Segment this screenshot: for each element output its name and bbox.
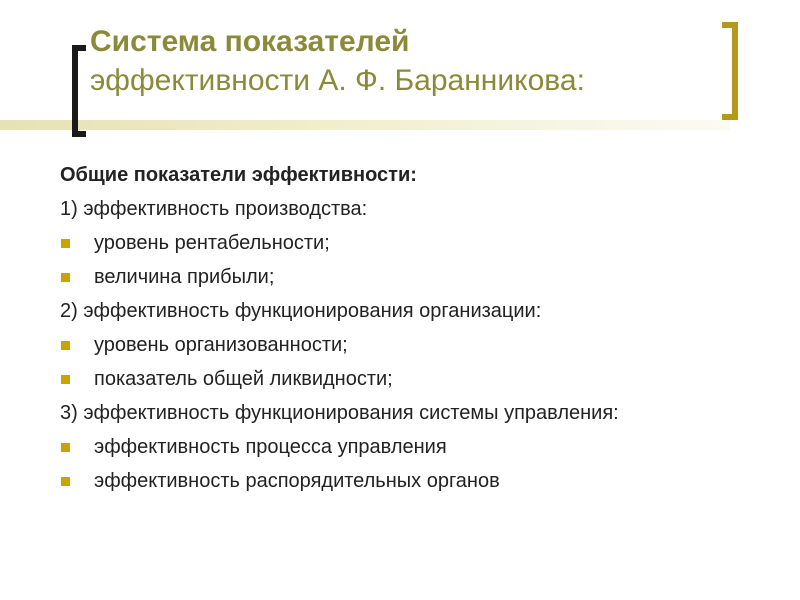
list-item-numbered: 1) эффективность производства: xyxy=(60,198,368,220)
list-item-text: величина прибыли; xyxy=(94,266,275,288)
list-item-bullet xyxy=(60,260,750,294)
square-bullet-icon xyxy=(61,273,70,282)
square-bullet-icon xyxy=(61,477,70,486)
square-bullet-icon xyxy=(61,375,70,384)
right-bracket-decoration xyxy=(722,22,738,120)
list-item-bullet xyxy=(60,464,750,498)
list-item-text: уровень организованности; xyxy=(94,334,348,356)
list-item-numbered: 3) эффективность функционирования системы управления: xyxy=(60,402,619,424)
list-item-text: уровень рентабельности; xyxy=(94,232,330,254)
list-item-text: эффективность процесса управления xyxy=(94,436,447,458)
list-item-bullet xyxy=(60,226,750,260)
square-bullet-icon xyxy=(61,443,70,452)
list-item-text: показатель общей ликвидности; xyxy=(94,368,393,390)
square-bullet-icon xyxy=(61,239,70,248)
list-item-bullet xyxy=(60,362,750,396)
list-item-numbered: 2) эффективность функционирования организации: xyxy=(60,300,542,322)
title-line-1: Система показателей xyxy=(90,25,410,58)
title-line-2: эффективности А. Ф. Баранникова: xyxy=(90,64,585,97)
list-item-bullet xyxy=(60,328,750,362)
list-item-text: эффективность распорядительных органов xyxy=(94,470,500,492)
section-heading: Общие показатели эффективности: xyxy=(60,164,417,186)
title-rule xyxy=(0,120,730,130)
list-item-bullet xyxy=(60,430,750,464)
square-bullet-icon xyxy=(61,341,70,350)
left-bracket-decoration xyxy=(72,45,86,137)
slide-content xyxy=(60,158,750,498)
slide-title xyxy=(90,25,710,101)
